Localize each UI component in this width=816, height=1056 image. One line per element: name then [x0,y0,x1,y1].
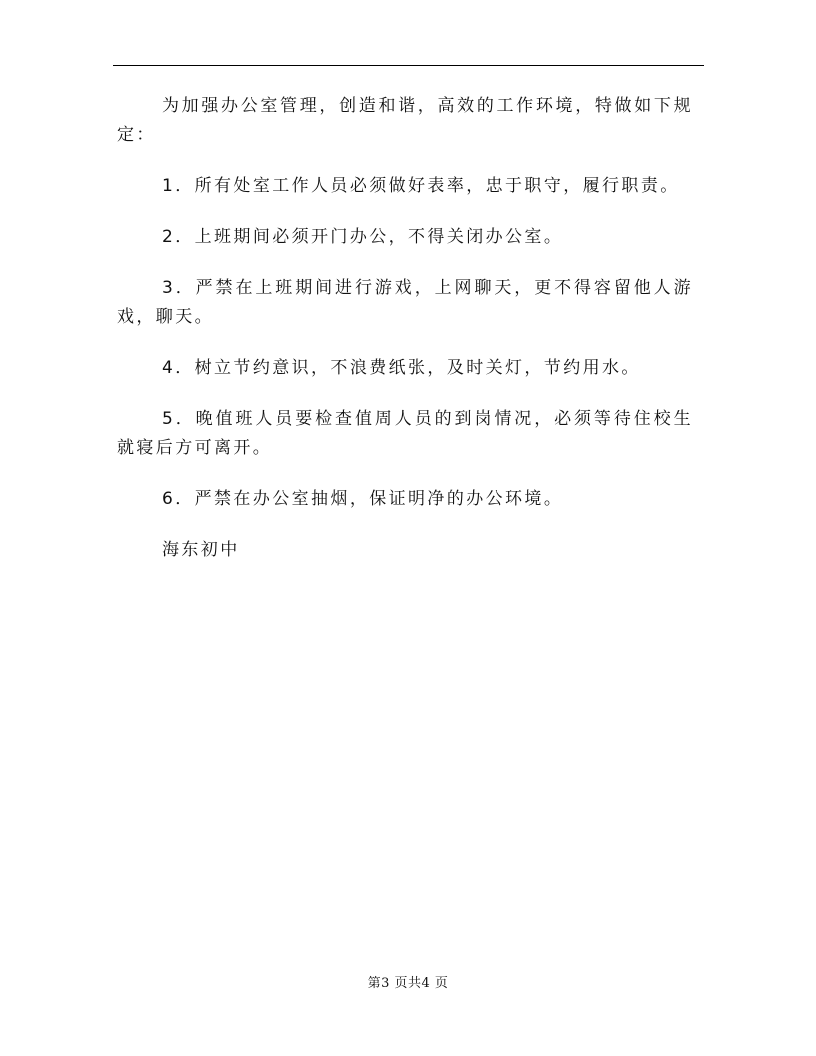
header-rule [113,65,704,66]
rule-item-6: 6．严禁在办公室抽烟，保证明净的办公环境。 [162,489,564,509]
signature: 海东初中 [162,540,240,560]
rule-item-5: 5．晚值班人员要检查值周人员的到岗情况，必须等待住校生就寝后方可离开。 [117,409,693,458]
rule-item-1: 1．所有处室工作人员必须做好表率，忠于职守，履行职责。 [162,176,680,196]
rule-item-2: 2．上班期间必须开门办公，不得关闭办公室。 [162,227,564,247]
rule-item-3: 3．严禁在上班期间进行游戏，上网聊天，更不得容留他人游戏，聊天。 [117,278,693,327]
rule-item-4: 4．树立节约意识，不浪费纸张，及时关灯，节约用水。 [162,358,641,378]
document-body [117,92,693,587]
intro-paragraph: 为加强办公室管理，创造和谐，高效的工作环境，特做如下规定： [117,96,693,145]
page-number-footer: 第3 页共4 页 [367,976,449,991]
